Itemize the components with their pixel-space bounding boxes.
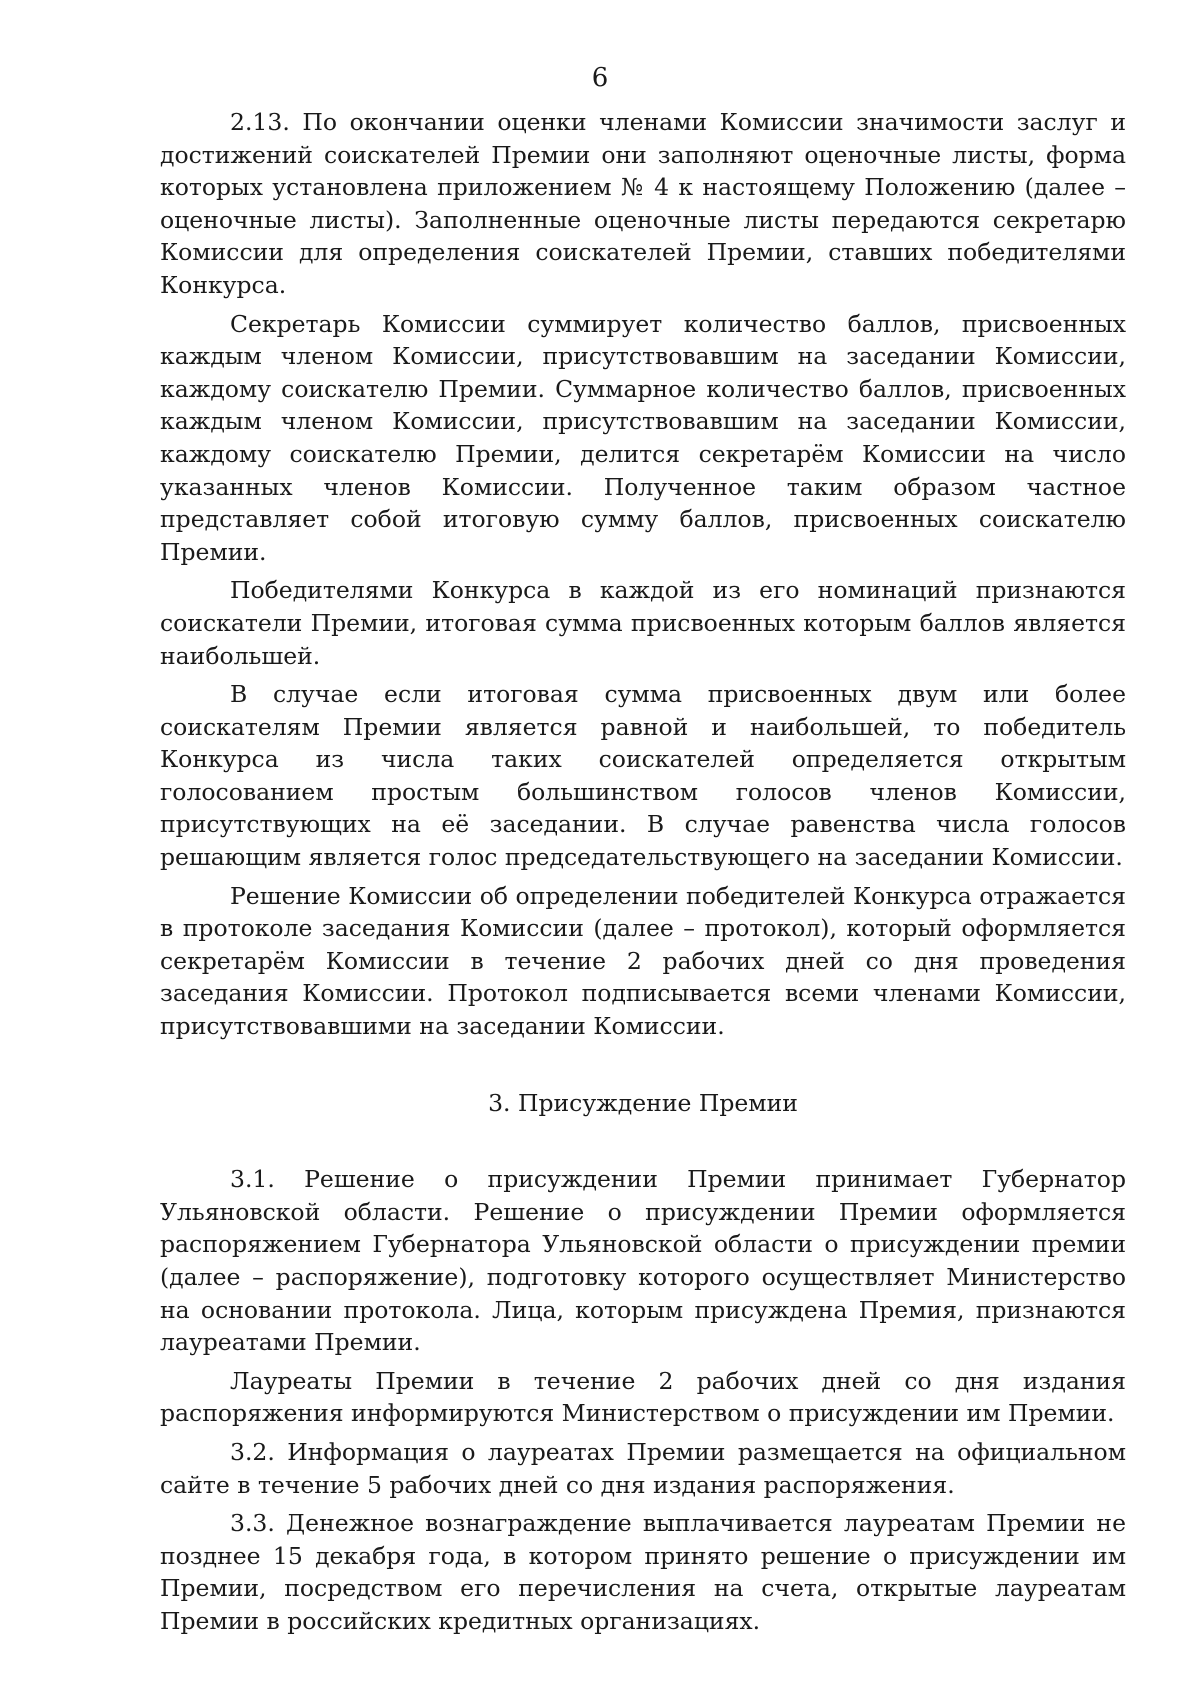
section-heading-3: 3. Присуждение Премии — [488, 1088, 798, 1117]
paragraph-secretary-sum: Секретарь Комиссии суммирует количество баллов, присвоенных каждым членом Комиссии, присутствовавшим на заседании Комиссии, каждому соискателю Премии. Суммарное количество баллов, присвоенных каждым членом Комиссии, присутствовавшим на заседании Комиссии, каждому соискателю Премии, делится секретарём Комиссии на число указанных членов Комиссии. Полученное таким образом частное представляет собой итоговую сумму баллов, присвоенных соискателю Премии. — [160, 309, 1126, 566]
paragraph-winners: Победителями Конкурса в каждой из его номинаций признаются соискатели Премии, итоговая сумма присвоенных которым баллов является наибольшей. — [160, 576, 1126, 670]
paragraph-tie-vote: В случае если итоговая сумма присвоенных двум или более соискателям Премии является равной и наибольшей, то победитель Конкурса из числа таких соискателей определяется открытым голосованием простым большинством голосов членов Комиссии, присутствующих на её заседании. В случае равенства числа голосов решающим является голос председательствующего на заседании Комиссии. — [160, 680, 1126, 872]
paragraph-3-2: 3.2. Информация о лауреатах Премии размещается на официальном сайте в течение 5 рабочих дней со дня издания распоряжения. — [160, 1437, 1126, 1499]
paragraph-2-13: 2.13. По окончании оценки членами Комиссии значимости заслуг и достижений соискателей Премии они заполняют оценочные листы, форма которых установлена приложением № 4 к настоящему Положению (далее – оценочные листы). Заполненные оценочные листы передаются секретарю Комиссии для определения соискателей Премии, ставших победителями Конкурса. — [160, 108, 1126, 299]
paragraph-protocol: Решение Комиссии об определении победителей Конкурса отражается в протоколе заседания Комиссии (далее – протокол), который оформляется секретарём Комиссии в течение 2 рабочих дней со дня проведения заседания Комиссии. Протокол подписывается всеми членами Комиссии, присутствовавшими на заседании Комиссии. — [160, 881, 1126, 1041]
paragraph-3-1: 3.1. Решение о присуждении Премии принимает Губернатор Ульяновской области. Решение о присуждении Премии оформляется распоряжением Губернатора Ульяновской области о присуждении премии (далее – распоряжение), подготовку которого осуществляет Министерство на основании протокола. Лица, которым присуждена Премия, признаются лауреатами Премии. — [160, 1165, 1126, 1357]
document-body — [160, 106, 1126, 1638]
page-number: 6 — [591, 63, 609, 93]
paragraph-laureates-informed: Лауреаты Премии в течение 2 рабочих дней со дня издания распоряжения информируются Министерством о присуждении им Премии. — [160, 1366, 1126, 1428]
paragraph-3-3: 3.3. Денежное вознаграждение выплачивается лауреатам Премии не позднее 15 декабря года, в котором принято решение о присуждении им Премии, посредством его перечисления на счета, открытые лауреатам Премии в российских кредитных организациях. — [160, 1509, 1126, 1635]
